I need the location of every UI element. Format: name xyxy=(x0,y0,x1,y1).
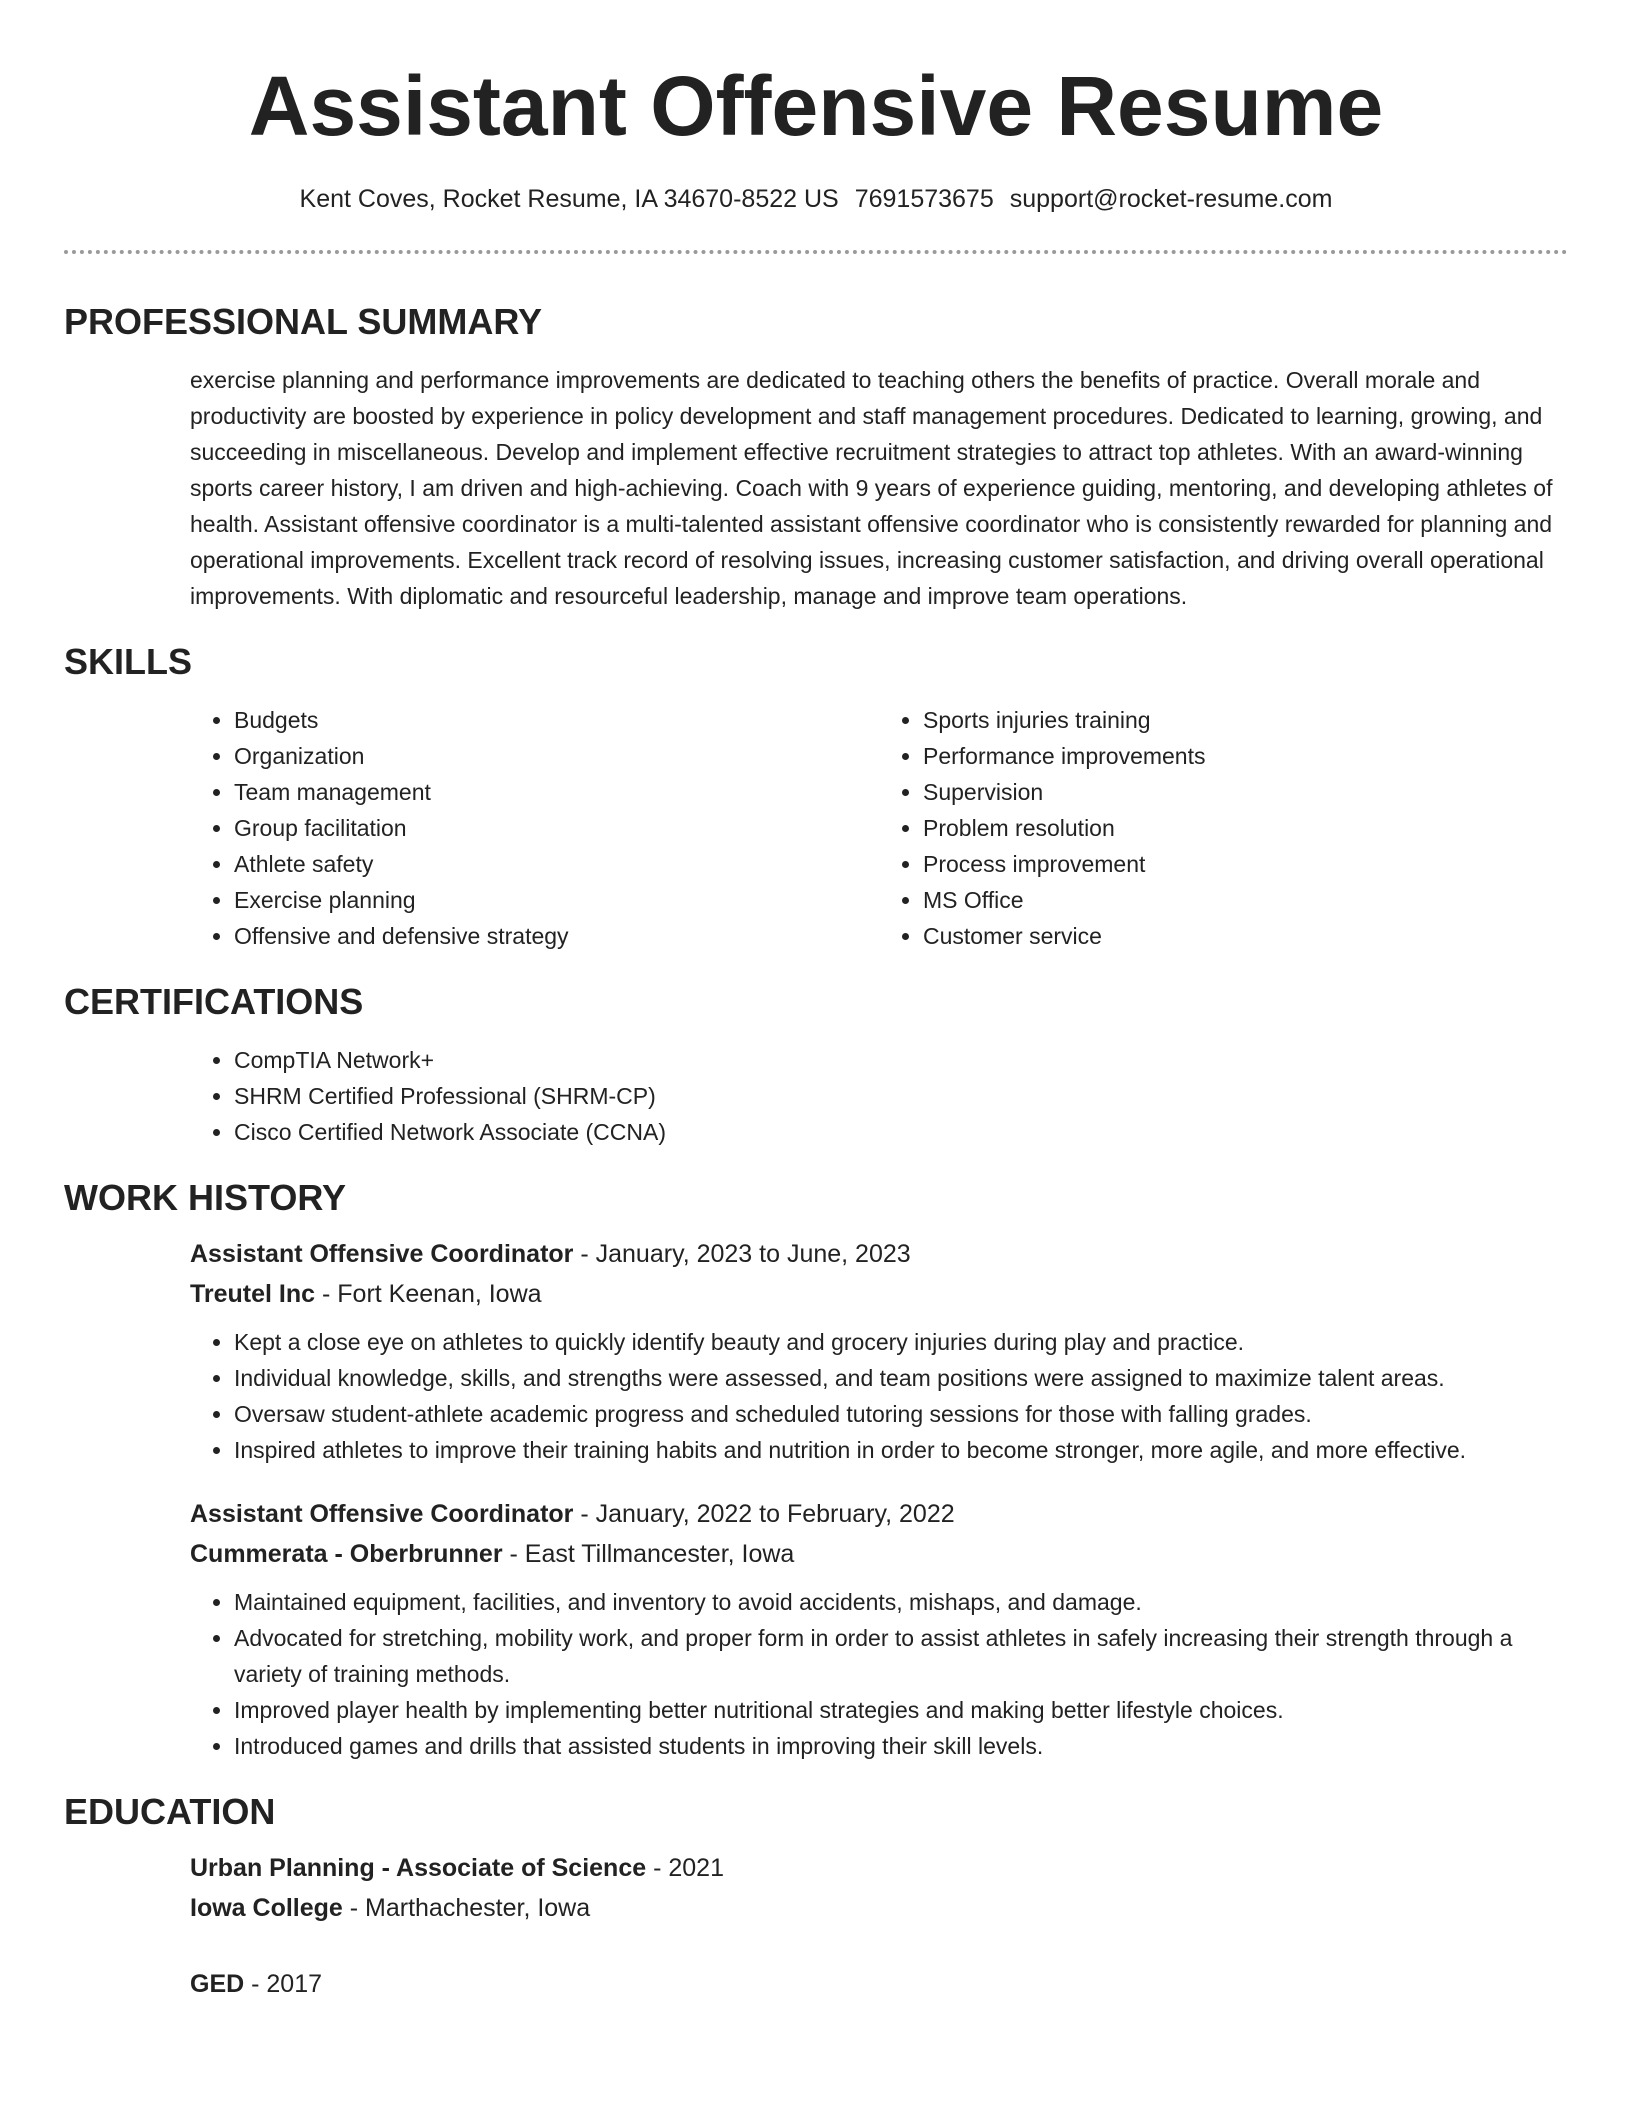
summary-section xyxy=(64,300,1568,614)
job-title-line xyxy=(190,1234,1568,1274)
skills-heading: SKILLS xyxy=(64,641,193,682)
certifications-heading: CERTIFICATIONS xyxy=(64,981,364,1022)
certification-item: • Cisco Certified Network Associate (CCNA) xyxy=(234,1114,1568,1150)
education-degree: GED xyxy=(190,1970,245,1998)
job-bullet: • Improved player health by implementing better nutritional strategies and making better lifestyle choices. xyxy=(234,1692,1568,1728)
job-bullet: • Advocated for stretching, mobility work, and proper form in order to assist athletes in safely increasing their strength through a variety of training methods. xyxy=(234,1620,1568,1692)
education-location: - Marthachester, Iowa xyxy=(342,1894,591,1922)
summary-text: exercise planning and performance improvements are dedicated to teaching others the benefits of practice. Overall morale and productivity are boosted by experience in policy development and staff management procedures. Dedicated to learning, growing, and succeeding in miscellaneous. Develop and implement effective recruitment strategies to attract top athletes. With an award-winning sports career history, I am driven and high-achieving. Coach with 9 years of experience guiding, mentoring, and developing athletes of health. Assistant offensive coordinator is a multi-talented assistant offensive coordinator who is consistently rewarded for planning and operational improvements. Excellent track record of resolving issues, increasing customer satisfaction, and driving overall operational improvements. With diplomatic and resourceful leadership, manage and improve team operations. xyxy=(190,367,1553,609)
job-bullet: • Kept a close eye on athletes to quickly identify beauty and grocery injuries during play and practice. xyxy=(234,1324,1568,1360)
education-school-line xyxy=(190,1888,1568,1928)
certification-item: • SHRM Certified Professional (SHRM-CP) xyxy=(234,1078,1568,1114)
job-bullets xyxy=(190,1324,1568,1468)
job-dates: - January, 2022 to February, 2022 xyxy=(573,1500,955,1528)
skills-columns xyxy=(190,702,1568,954)
job-company-line xyxy=(190,1534,1568,1574)
skill-item: • Team management xyxy=(234,774,879,810)
job-position: Assistant Offensive Coordinator xyxy=(190,1500,574,1528)
skill-item: • Exercise planning xyxy=(234,882,879,918)
skill-item: • Group facilitation xyxy=(234,810,879,846)
skills-list-left xyxy=(190,702,879,954)
header-divider xyxy=(64,250,1568,254)
certification-item: • CompTIA Network+ xyxy=(234,1042,1568,1078)
certifications-list xyxy=(190,1042,1568,1150)
job-company-line xyxy=(190,1274,1568,1314)
work-section xyxy=(64,1176,1568,1764)
skill-item: • Supervision xyxy=(923,774,1568,810)
job-bullet: • Introduced games and drills that assisted students in improving their skill levels. xyxy=(234,1728,1568,1764)
education-degree: Urban Planning - Associate of Science xyxy=(190,1854,647,1882)
education-heading: EDUCATION xyxy=(64,1791,276,1832)
skill-item: • Organization xyxy=(234,738,879,774)
resume-title: Assistant Offensive Resume xyxy=(248,59,1384,153)
resume-page xyxy=(64,0,1568,2004)
education-entry xyxy=(190,1964,1568,2004)
skill-item: • Process improvement xyxy=(923,846,1568,882)
contact-line xyxy=(64,182,1568,216)
job-company: Cummerata - Oberbrunner xyxy=(190,1540,503,1568)
education-degree-line xyxy=(190,1848,1568,1888)
contact-address: Kent Coves, Rocket Resume, IA 34670-8522 US xyxy=(299,185,839,213)
job-bullets xyxy=(190,1584,1568,1764)
job-bullet: • Inspired athletes to improve their training habits and nutrition in order to become stronger, more agile, and more effective. xyxy=(234,1432,1568,1468)
certifications-section xyxy=(64,980,1568,1150)
work-heading: WORK HISTORY xyxy=(64,1177,347,1218)
summary-heading: PROFESSIONAL SUMMARY xyxy=(64,301,543,342)
job-position: Assistant Offensive Coordinator xyxy=(190,1240,574,1268)
skill-item: • MS Office xyxy=(923,882,1568,918)
job-dates: - January, 2023 to June, 2023 xyxy=(573,1240,911,1268)
skills-section xyxy=(64,640,1568,954)
education-degree-line xyxy=(190,1964,1568,2004)
education-year: - 2017 xyxy=(244,1970,323,1998)
job-bullet: • Maintained equipment, facilities, and inventory to avoid accidents, mishaps, and damage. xyxy=(234,1584,1568,1620)
contact-email: support@rocket-resume.com xyxy=(1009,185,1333,213)
education-entry xyxy=(190,1848,1568,1928)
education-section xyxy=(64,1790,1568,2004)
skill-item: • Athlete safety xyxy=(234,846,879,882)
education-school: Iowa College xyxy=(190,1894,343,1922)
job-location: - East Tillmancester, Iowa xyxy=(502,1540,795,1568)
job-entry xyxy=(190,1234,1568,1468)
skill-item: • Offensive and defensive strategy xyxy=(234,918,879,954)
job-bullet: • Individual knowledge, skills, and strengths were assessed, and team positions were assigned to maximize talent areas. xyxy=(234,1360,1568,1396)
skill-item: • Sports injuries training xyxy=(923,702,1568,738)
job-title-line xyxy=(190,1494,1568,1534)
job-entry xyxy=(190,1494,1568,1764)
contact-phone: 7691573675 xyxy=(854,185,994,213)
job-location: - Fort Keenan, Iowa xyxy=(315,1280,542,1308)
job-company: Treutel Inc xyxy=(190,1280,316,1308)
skill-item: • Budgets xyxy=(234,702,879,738)
education-year: - 2021 xyxy=(646,1854,724,1882)
skill-item: • Problem resolution xyxy=(923,810,1568,846)
job-bullet: • Oversaw student-athlete academic progress and scheduled tutoring sessions for those with falling grades. xyxy=(234,1396,1568,1432)
skill-item: • Performance improvements xyxy=(923,738,1568,774)
skill-item: • Customer service xyxy=(923,918,1568,954)
skills-list-right xyxy=(879,702,1568,954)
